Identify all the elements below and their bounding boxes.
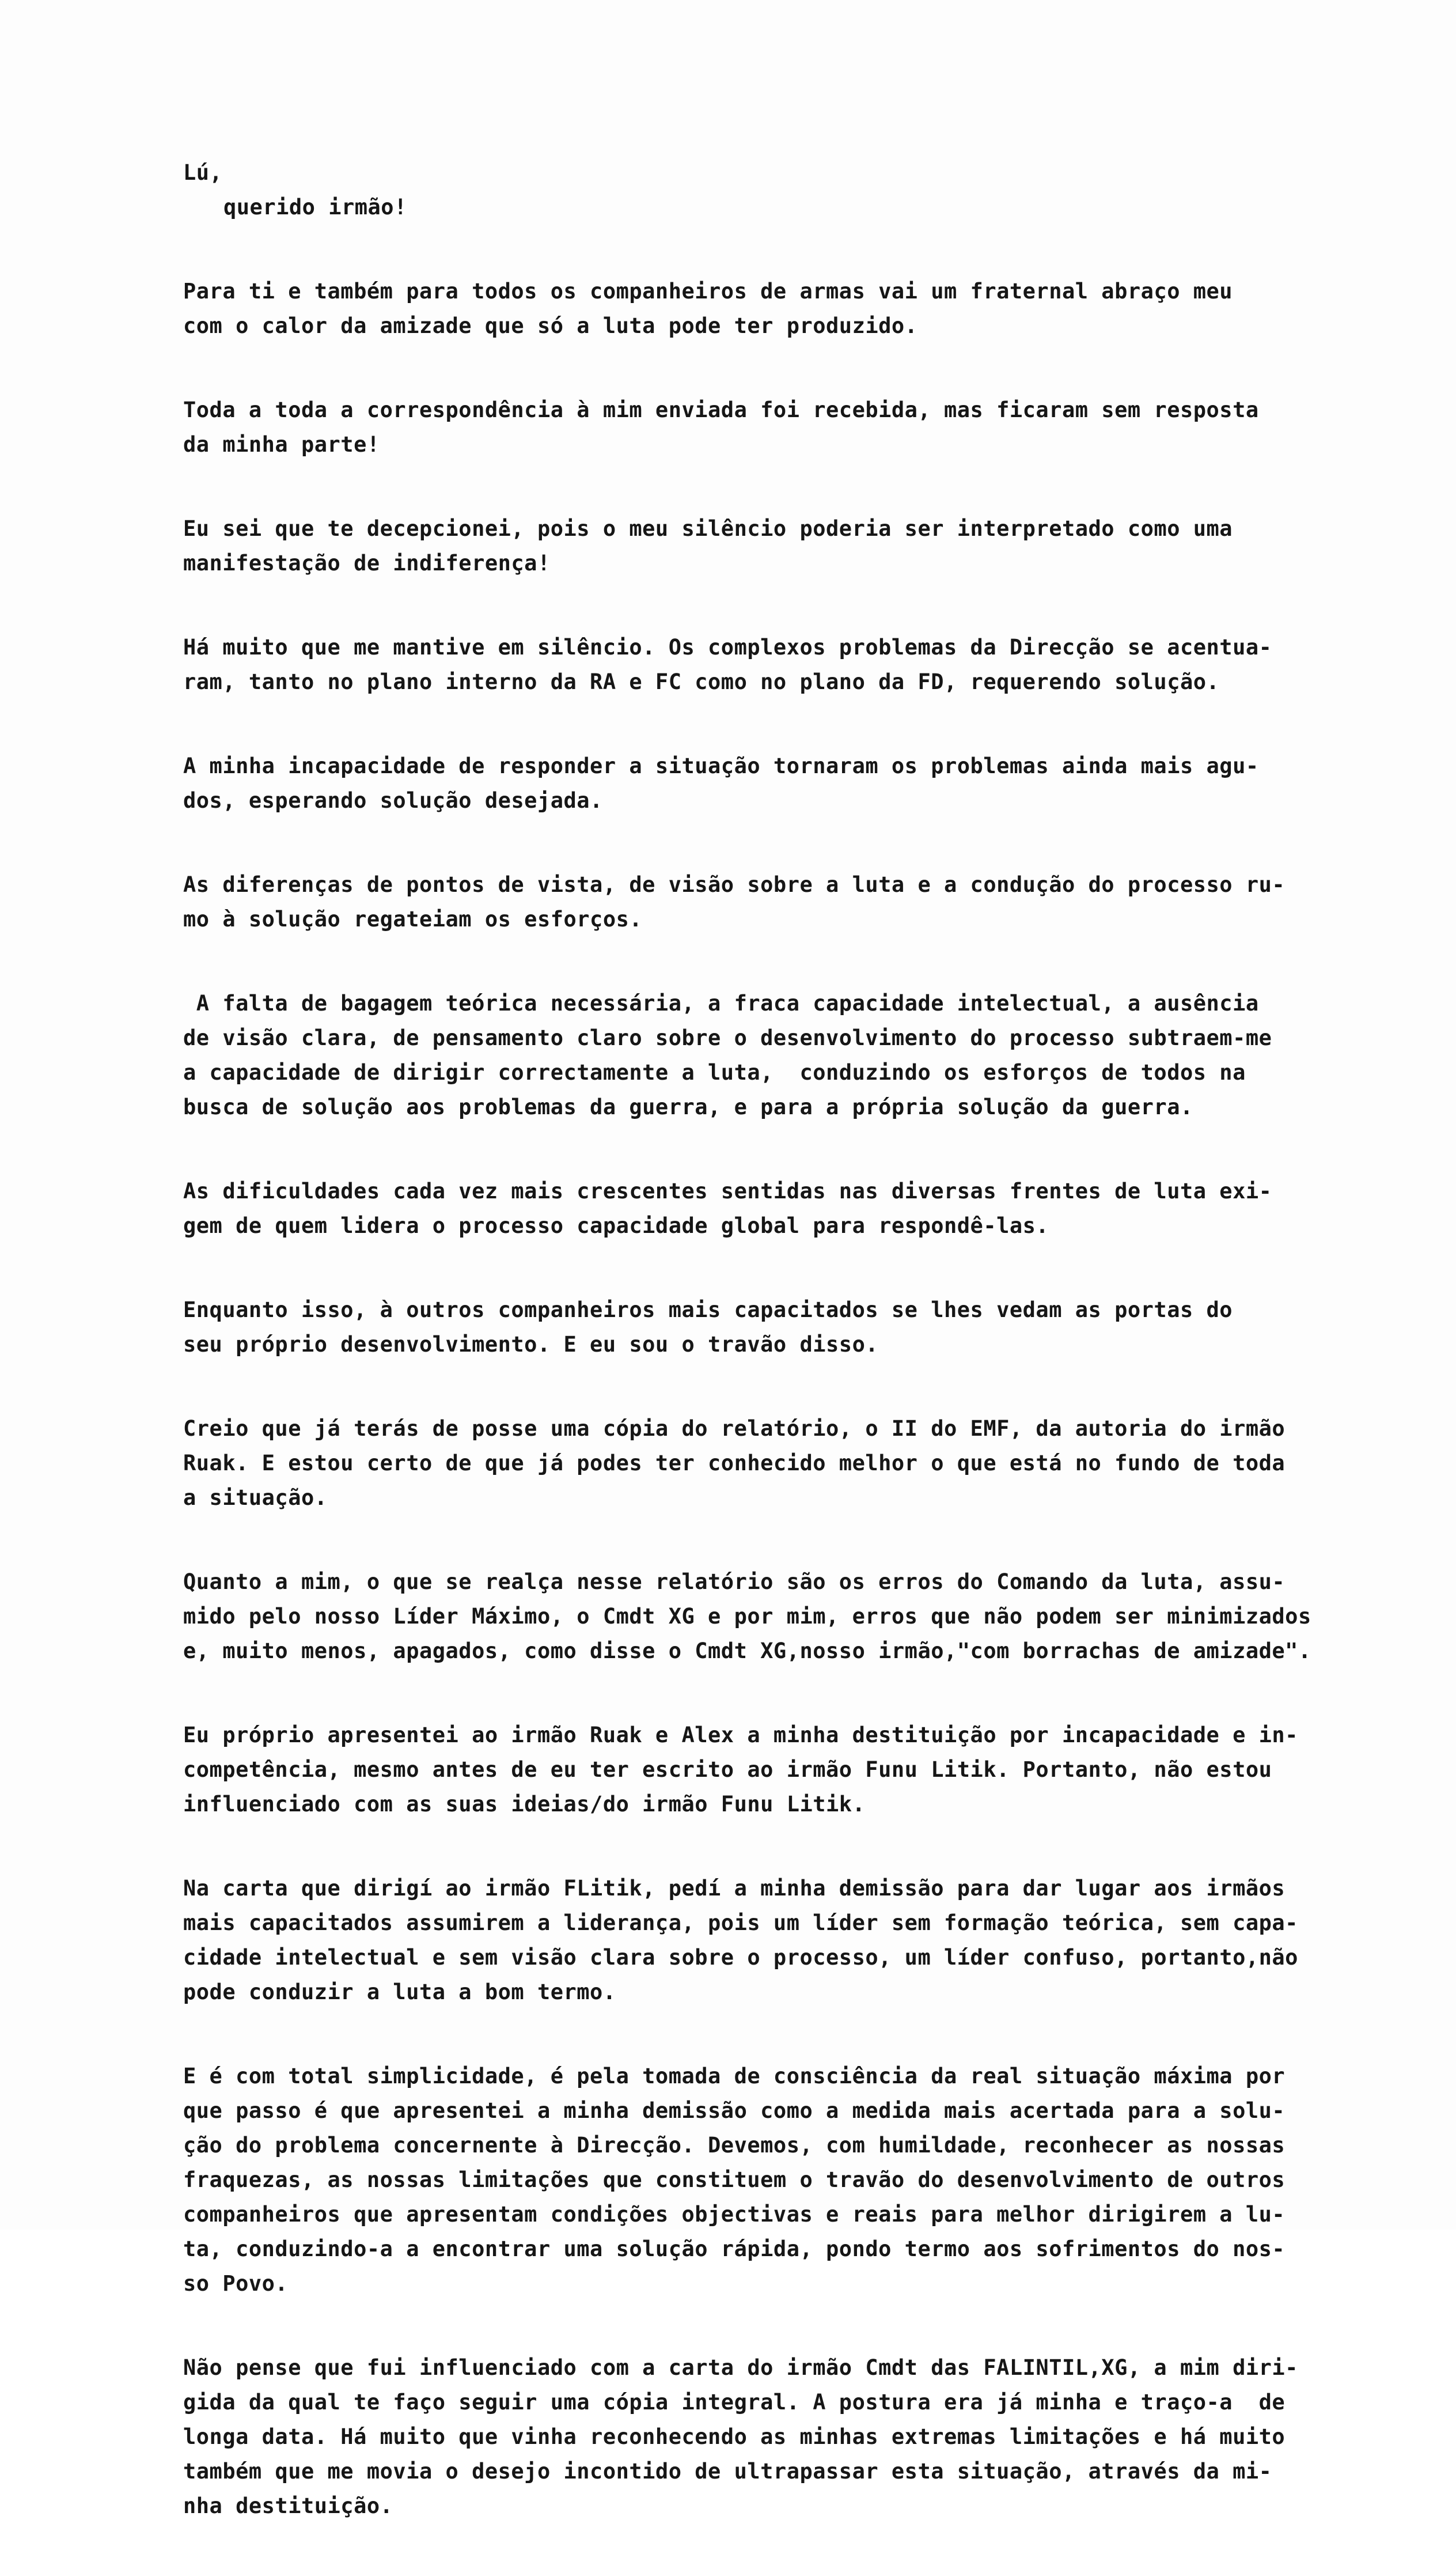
- text-line: so Povo.: [183, 2271, 289, 2296]
- text-line: mido pelo nosso Líder Máximo, o Cmdt XG e por mim, erros que não podem ser minimizados: [183, 1604, 1311, 1629]
- text-line: cidade intelectual e sem visão clara sobre o processo, um líder confuso, portanto,não: [183, 1945, 1298, 1970]
- paragraph: [183, 986, 1433, 1125]
- text-line: também que me movia o desejo incontido de ultrapassar esta situação, através da mi-: [183, 2459, 1272, 2484]
- paragraph: [183, 1174, 1433, 1243]
- text-line: competência, mesmo antes de eu ter escrito ao irmão Funu Litik. Portanto, não estou: [183, 1757, 1272, 1782]
- text-line: mais capacitados assumirem a liderança, pois um líder sem formação teórica, sem capa-: [183, 1910, 1298, 1935]
- paragraph: [183, 393, 1433, 462]
- text-line: a situação.: [183, 1485, 328, 1510]
- text-line: As diferenças de pontos de vista, de visão sobre a luta e a condução do processo ru-: [183, 872, 1286, 897]
- salutation: [183, 156, 1433, 225]
- text-line: A minha incapacidade de responder a situação tornaram os problemas ainda mais agu-: [183, 754, 1259, 778]
- text-line: longa data. Há muito que vinha reconhecendo as minhas extremas limitações e há muito: [183, 2424, 1286, 2449]
- text-line: gem de quem lidera o processo capacidade global para respondê-las.: [183, 1213, 1049, 1238]
- paragraph: [183, 749, 1433, 818]
- paragraph: [183, 1412, 1433, 1515]
- text-line: ram, tanto no plano interno da RA e FC como no plano da FD, requerendo solução.: [183, 669, 1220, 694]
- text-line: nha destituição.: [183, 2493, 393, 2518]
- paragraph: [183, 630, 1433, 699]
- text-line: a capacidade de dirigir correctamente a luta, conduzindo os esforços de todos na: [183, 1060, 1246, 1085]
- text-line: Há muito que me mantive em silêncio. Os complexos problemas da Direcção se acentua-: [183, 635, 1272, 660]
- paragraph: [183, 1718, 1433, 1822]
- text-line: ção do problema concernente à Direcção. Devemos, com humildade, reconhecer as nossas: [183, 2133, 1286, 2158]
- text-line: mo à solução regateiam os esforços.: [183, 907, 643, 932]
- text-line: Para ti e também para todos os companheiros de armas vai um fraternal abraço meu: [183, 279, 1233, 304]
- text-line: companheiros que apresentam condições objectivas e reais para melhor dirigirem a lu-: [183, 2202, 1286, 2227]
- paragraph: [183, 2059, 1433, 2301]
- text-line: de visão clara, de pensamento claro sobre o desenvolvimento do processo subtraem-me: [183, 1026, 1272, 1050]
- text-line: Eu sei que te decepcionei, pois o meu silêncio poderia ser interpretado como uma: [183, 516, 1233, 541]
- text-line: da minha parte!: [183, 432, 380, 457]
- text-line: fraquezas, as nossas limitações que constituem o travão do desenvolvimento de outros: [183, 2167, 1286, 2192]
- text-line: com o calor da amizade que só a luta pode ter produzido.: [183, 313, 918, 338]
- paragraph: [183, 512, 1433, 581]
- text-line: busca de solução aos problemas da guerra, e para a própria solução da guerra.: [183, 1095, 1193, 1119]
- text-line: que passo é que apresentei a minha demissão como a medida mais acertada para a solu-: [183, 2098, 1286, 2123]
- paragraph: [183, 1565, 1433, 1668]
- text-line: pode conduzir a luta a bom termo.: [183, 1980, 616, 2004]
- text-line: Ruak. E estou certo de que já podes ter conhecido melhor o que está no fundo de toda: [183, 1451, 1286, 1475]
- salutation-greeting: querido irmão!: [223, 195, 407, 220]
- text-line: influenciado com as suas ideias/do irmão Funu Litik.: [183, 1792, 866, 1817]
- paragraph: [183, 2351, 1433, 2523]
- text-line: dos, esperando solução desejada.: [183, 788, 603, 813]
- paragraph: [183, 1293, 1433, 1362]
- text-line: Quanto a mim, o que se realça nesse relatório são os erros do Comando da luta, assu-: [183, 1569, 1286, 1594]
- text-line: Creio que já terás de posse uma cópia do relatório, o II do EMF, da autoria do irmão: [183, 1416, 1286, 1441]
- paragraph: [183, 274, 1433, 343]
- text-line: Não pense que fui influenciado com a carta do irmão Cmdt das FALINTIL,XG, a mim diri-: [183, 2355, 1298, 2380]
- text-line: manifestação de indiferença!: [183, 551, 551, 576]
- text-line: As dificuldades cada vez mais crescentes sentidas nas diversas frentes de luta exi-: [183, 1179, 1272, 1204]
- text-line: Na carta que dirigí ao irmão FLitik, pedí a minha demissão para dar lugar aos irmãos: [183, 1876, 1286, 1901]
- text-line: gida da qual te faço seguir uma cópia integral. A postura era já minha e traço-a de: [183, 2390, 1286, 2415]
- text-line: E é com total simplicidade, é pela tomada de consciência da real situação máxima por: [183, 2064, 1286, 2088]
- text-line: A falta de bagagem teórica necessária, a fraca capacidade intelectual, a ausência: [183, 991, 1259, 1016]
- text-line: e, muito menos, apagados, como disse o Cmdt XG,nosso irmão,"com borrachas de amizade".: [183, 1639, 1311, 1663]
- salutation-name: Lú,: [183, 160, 223, 185]
- paragraph: [183, 1871, 1433, 2010]
- text-line: ta, conduzindo-a a encontrar uma solução rápida, pondo termo aos sofrimentos do nos-: [183, 2237, 1286, 2261]
- paragraph: [183, 868, 1433, 937]
- text-line: Toda a toda a correspondência à mim enviada foi recebida, mas ficaram sem resposta: [183, 398, 1259, 422]
- text-line: seu próprio desenvolvimento. E eu sou o travão disso.: [183, 1332, 879, 1357]
- text-line: Enquanto isso, à outros companheiros mais capacitados se lhes vedam as portas do: [183, 1297, 1233, 1322]
- letter-paragraphs: [183, 274, 1433, 2523]
- text-line: Eu próprio apresentei ao irmão Ruak e Alex a minha destituição por incapacidade e in-: [183, 1723, 1298, 1747]
- letter-body: [183, 156, 1433, 2573]
